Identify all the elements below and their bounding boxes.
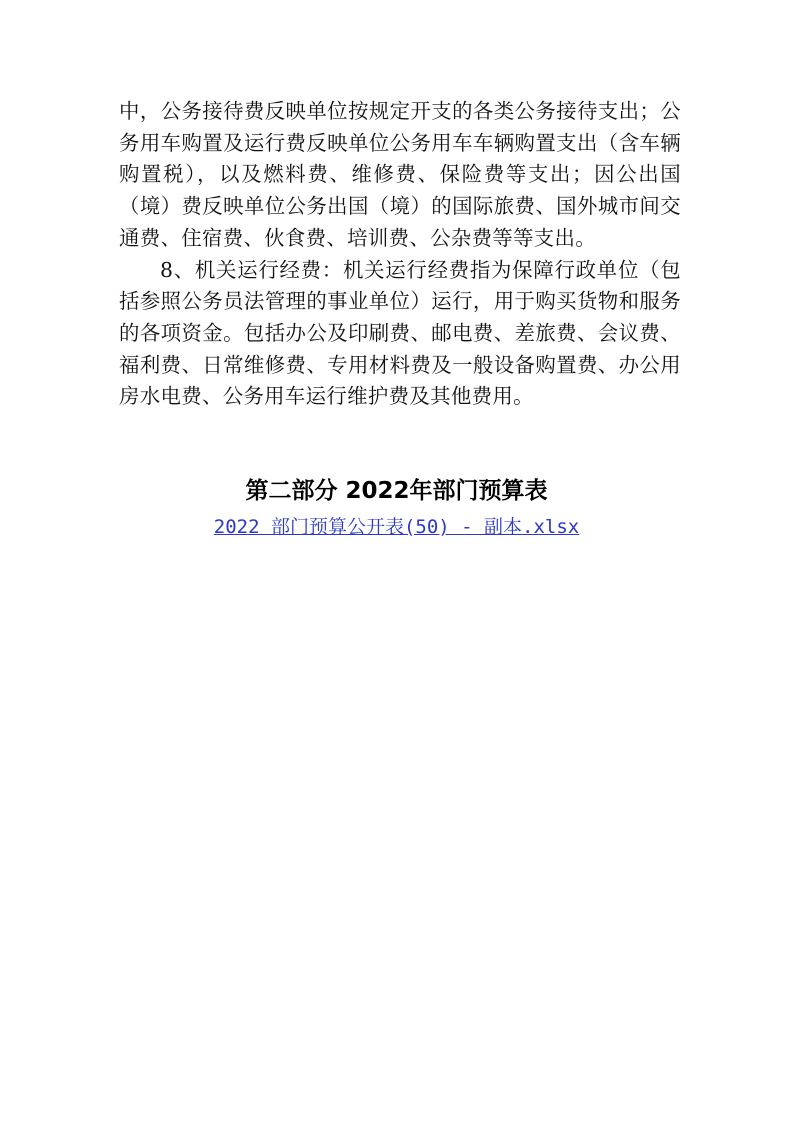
paragraph-operating-expenses: 8、机关运行经费：机关运行经费指为保障行政单位（包括参照公务员法管理的事业单位）运行，用于购买货物和服务的各项资金。包括办公及印刷费、邮电费、差旅费、会议费、福利费、日常维修费、专用材料费及一般设备购置费、办公用房水电费、公务用车运行维护费及其他费用。 <box>119 257 681 409</box>
section-title: 第二部分 2022年部门预算表 <box>245 478 548 504</box>
body-text <box>119 96 681 413</box>
attachment-link-container <box>0 512 793 542</box>
paragraph-expense-definitions: 中，公务接待费反映单位按规定开支的各类公务接待支出；公务用车购置及运行费反映单位公务用车车辆购置支出（含车辆购置税），以及燃料费、维修费、保险费等支出；因公出国（境）费反映单位公务出国（境）的国际旅费、国外城市间交通费、住宿费、伙食费、培训费、公杂费等等支出。 <box>119 99 681 250</box>
attachment-link[interactable]: 2022 部门预算公开表(50) - 副本.xlsx <box>213 516 580 538</box>
